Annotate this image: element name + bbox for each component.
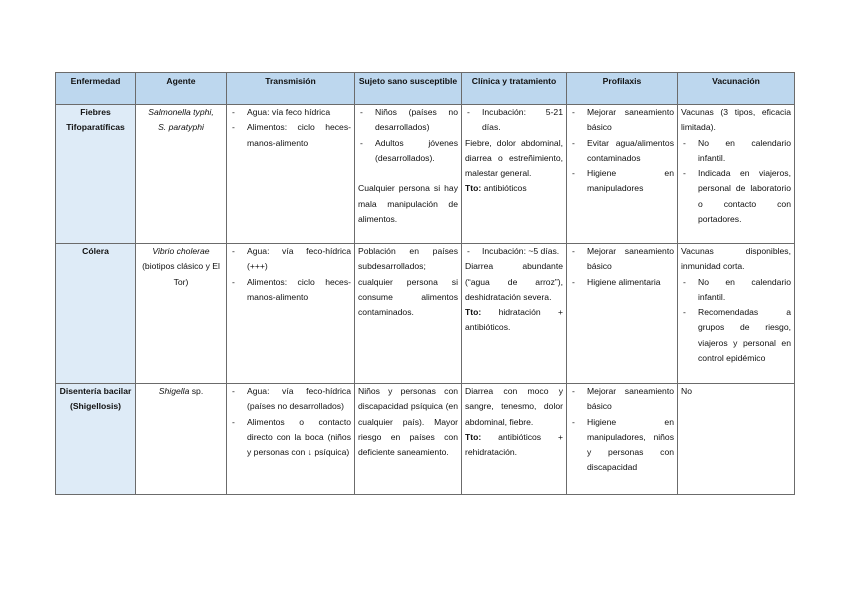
- cell-text: Cualquier persona si hay mala manipulación de alimentos.: [358, 183, 458, 225]
- clinical-cell: [462, 384, 567, 495]
- treatment-label: Tto:: [465, 307, 482, 318]
- list-item: - Agua: vía feco hídrica: [230, 105, 351, 120]
- clinical-cell: [462, 244, 567, 384]
- prophylaxis-cell: [567, 244, 678, 384]
- list-item: - Alimentos: ciclo heces-manos-alimento: [230, 120, 351, 151]
- header-clinica: Clínica y tratamiento: [462, 73, 567, 105]
- cell-text: No: [681, 386, 692, 396]
- list-item: - Alimentos: ciclo heces-manos-alimento: [230, 275, 351, 306]
- agent-species: sp.: [191, 386, 204, 396]
- list-item: - Mejorar saneamiento básico: [570, 384, 674, 415]
- list-item: - Agua: vía feco-hídrica (países no desarrollados): [230, 384, 351, 415]
- list-item: - Mejorar saneamiento básico: [570, 105, 674, 136]
- cell-text: Diarrea abundante (“agua de arroz”), deshidratación severa.: [465, 261, 563, 302]
- agent-name: Salmonella typhi,: [148, 107, 214, 117]
- list-item: - Niños (países no desarrollados): [358, 105, 458, 136]
- clinical-cell: [462, 105, 567, 244]
- treatment-text: antibióticos: [483, 183, 527, 194]
- disease-name: Disentería bacilar (Shigellosis): [56, 384, 136, 495]
- list-item: - Higiene alimentaria: [570, 275, 674, 290]
- agent-name: Vibrio cholerae: [152, 246, 210, 256]
- treatment-text: hidratación + antibióticos.: [465, 307, 564, 333]
- agent-cell: [136, 105, 227, 244]
- header-transmision: Transmisión: [227, 73, 355, 105]
- agent-cell: [136, 244, 227, 384]
- table-header-row: [56, 73, 795, 105]
- list-item: - Evitar agua/alimentos contaminados: [570, 136, 674, 167]
- table-row: [56, 244, 795, 384]
- treatment-text: antibióticos + rehidratación.: [465, 431, 563, 458]
- header-sujeto: Sujeto sano susceptible: [355, 73, 462, 105]
- susceptible-cell: [355, 384, 462, 495]
- transmission-cell: [227, 384, 355, 495]
- prophylaxis-cell: [567, 105, 678, 244]
- treatment-label: Tto:: [465, 183, 482, 194]
- list-item: - Adultos jóvenes (desarrollados).: [358, 136, 458, 167]
- disease-name: Fiebres Tifoparatíficas: [56, 105, 136, 244]
- disease-table: [55, 72, 795, 495]
- cell-text: Población en países subdesarrollados; cualquier persona si consume alimentos contaminados.: [358, 246, 458, 318]
- cell-text: Vacunas disponibles, inmunidad corta.: [681, 246, 791, 272]
- transmission-cell: [227, 244, 355, 384]
- agent-biotypes: (biotipos clásico y El Tor): [142, 261, 220, 287]
- prophylaxis-cell: [567, 384, 678, 495]
- vaccination-cell: [678, 384, 795, 495]
- list-item: - No en calendario infantil.: [681, 275, 791, 306]
- table-row: [56, 105, 795, 244]
- list-item: - Higiene en manipuladores: [570, 166, 674, 197]
- treatment-label: Tto:: [465, 431, 482, 442]
- cell-text: Fiebre, dolor abdominal, diarrea o estreñimiento, malestar general.: [465, 137, 563, 179]
- vaccination-cell: [678, 105, 795, 244]
- agent-name-2: S. paratyphi: [158, 122, 204, 133]
- susceptible-cell: [355, 244, 462, 384]
- list-item: - Incubación: ~5 días.: [465, 244, 563, 259]
- list-item: - Indicada en viajeros, personal de laboratorio o contacto con portadores.: [681, 166, 791, 227]
- vaccination-cell: [678, 244, 795, 384]
- cell-text: Diarrea con moco y sangre, tenesmo, dolor abdominal, fiebre.: [465, 386, 563, 427]
- cell-text: Niños y personas con discapacidad psíquica (en cualquier país). Mayor riesgo en países con deficiente saneamiento.: [358, 386, 458, 458]
- agent-cell: [136, 384, 227, 495]
- list-item: - Alimentos o contacto directo con la boca (niños y personas con ↓ psíquica): [230, 415, 351, 461]
- list-item: - Higiene en manipuladores, niños y personas con discapacidad: [570, 415, 674, 476]
- header-agente: Agente: [136, 73, 227, 105]
- agent-name: Shigella: [158, 386, 190, 396]
- list-item: - Incubación: 5-21 días.: [465, 105, 563, 136]
- header-vacunacion: Vacunación: [678, 73, 795, 105]
- list-item: - Mejorar saneamiento básico: [570, 244, 674, 275]
- header-enfermedad: Enfermedad: [56, 73, 136, 105]
- list-item: - No en calendario infantil.: [681, 136, 791, 167]
- transmission-cell: [227, 105, 355, 244]
- table-row: [56, 384, 795, 495]
- disease-name: Cólera: [56, 244, 136, 384]
- list-item: - Recomendadas a grupos de riesgo, viajeros y personal en control epidémico: [681, 305, 791, 366]
- cell-text: Vacunas (3 tipos, eficacia limitada).: [681, 107, 791, 133]
- header-profilaxis: Profilaxis: [567, 73, 678, 105]
- susceptible-cell: [355, 105, 462, 244]
- list-item: - Agua: vía feco-hídrica (+++): [230, 244, 351, 275]
